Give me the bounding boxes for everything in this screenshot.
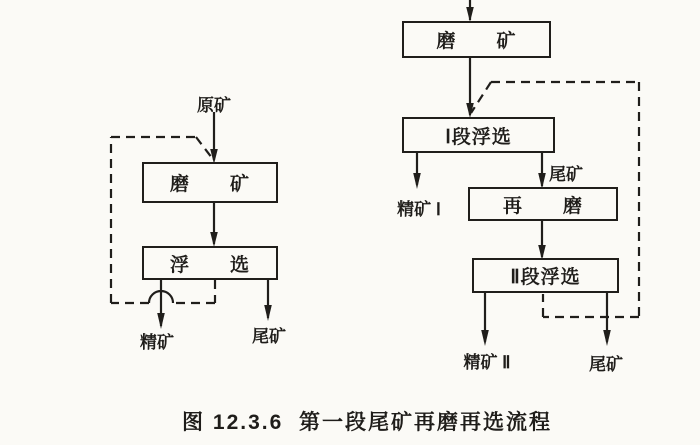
right-stage2-concentrate-label: 精矿 Ⅱ [463, 353, 511, 372]
arrow-icon [603, 330, 611, 346]
left-concentrate-label: 精矿 [140, 333, 174, 352]
arrow-icon [466, 7, 474, 22]
arrow-icon [157, 313, 165, 329]
left-tailings-label: 尾矿 [252, 327, 286, 346]
arrow-icon [210, 232, 218, 247]
arrow-icon [413, 173, 421, 189]
figure-caption: 图 12.3.6 第一段尾矿再磨再选流程 [182, 411, 552, 434]
right-stage2-tailings-label: 尾矿 [589, 355, 623, 374]
arrow-icon [481, 330, 489, 346]
right-stage2-flotation-box: Ⅱ段浮选 [472, 258, 619, 293]
right-stage1-tailings-label: 尾矿 [549, 165, 583, 184]
right-grind-box: 磨 矿 [402, 21, 551, 58]
right-stage1-flotation-box: Ⅰ段浮选 [402, 117, 555, 153]
arrow-icon [264, 305, 272, 321]
right-regrind-box: 再 磨 [468, 187, 618, 221]
left-feed-label: 原矿 [197, 96, 231, 115]
left-grind-box: 磨 矿 [142, 162, 278, 203]
right-stage1-concentrate-label: 精矿 Ⅰ [397, 200, 441, 219]
left-flotation-box: 浮 选 [142, 246, 278, 280]
